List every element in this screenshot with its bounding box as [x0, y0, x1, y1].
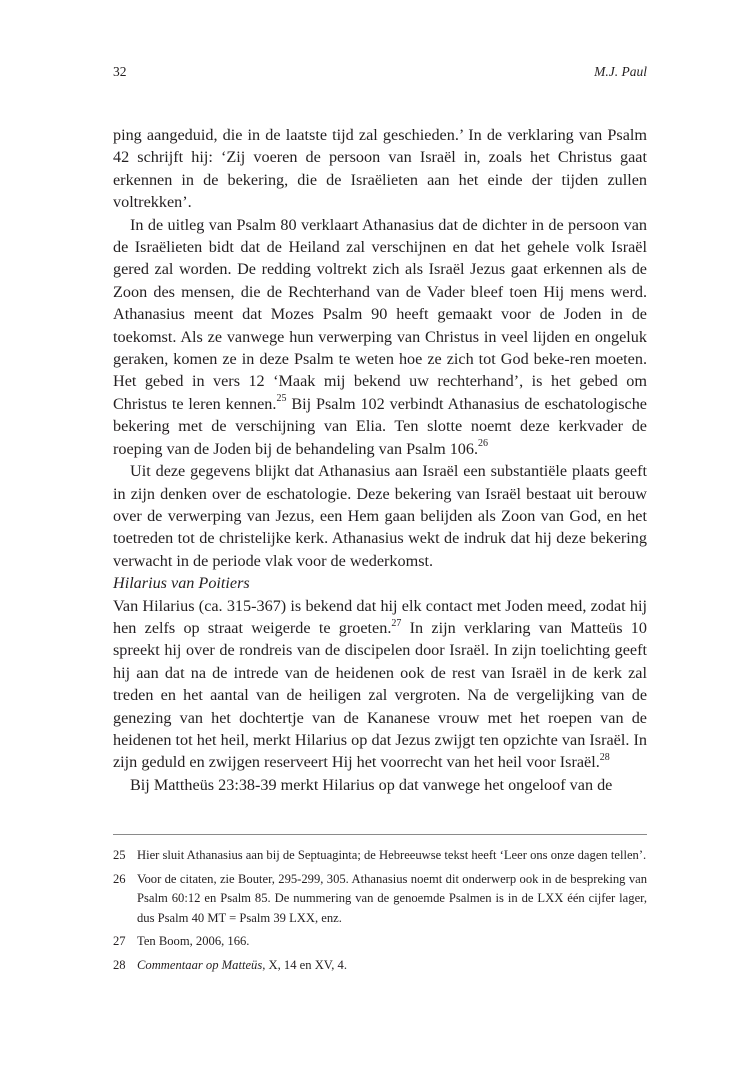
paragraph-text: ping aangeduid, die in de laatste tijd zal geschieden.’ In de verklaring van Psalm 42 schrijft hij: ‘Zij voeren de persoon van Israël in, zoals het Christus gaat erkennen in de bekering, die de Israëlieten aan het einde der tijden zullen voltrekken’. — [113, 126, 647, 212]
paragraph-text: In de uitleg van Psalm 80 verklaart Athanasius dat de dichter in de persoon van de Israëlieten bidt dat de Heiland zal verschijnen en dat het gehele volk Israël gered zal worden. De redding voltrekt zich als Israël Jezus gaat erkennen als de Zoon des mensen, die de Rechterhand van de Vader bleef toen Hij mens werd. Athanasius meent dat Mozes Psalm 90 heeft gemaakt voor de Joden in de toekomst. Als ze vanwege hun verwerping van Christus in veel lijden en ongeluk geraken, komen ze in deze Psalm te weten hoe ze zich tot God beke-ren moeten. Het gebed in vers 12 ‘Maak mij bekend uw rechterhand’, is het gebed om Christus te leren kennen. — [113, 215, 647, 413]
footnote — [113, 870, 647, 929]
running-head-author: M.J. Paul — [594, 64, 647, 79]
footnote — [113, 846, 647, 866]
section-heading: Hilarius van Poitiers — [113, 574, 250, 593]
footnote-number: 27 — [113, 934, 126, 949]
body-text — [113, 124, 647, 796]
paragraph-text: In zijn verklaring van Matteüs 10 spreekt hij over de rondreis van de discipelen door Israël. In zijn toelichting geeft hij aan dat na de intrede van de heidenen ook de rest van Israël in de kerk zal treden en het aantal van de heiligen zal vergroten. Na de vergelijking van de genezing van het dochtertje van de Kananese vrouw met het roepen van de heidenen tot het heil, merkt Hilarius op dat Jezus zwijgt ten opzichte van Israël. In zijn geduld en zwijgen reserveert Hij het voorrecht van het heil voor Israël. — [113, 618, 647, 772]
footnote-ref[interactable]: 28 — [599, 751, 610, 763]
footnote-divider — [113, 834, 647, 835]
footnote-ref[interactable]: 27 — [391, 617, 402, 629]
running-header — [113, 64, 647, 84]
footnote-text — [137, 956, 647, 976]
page-number: 32 — [113, 64, 127, 79]
paragraph — [113, 214, 647, 460]
footnote — [113, 956, 647, 976]
footnote-text-rest: , X, 14 en XV, 4. — [262, 957, 348, 972]
footnote-ref[interactable]: 25 — [276, 393, 287, 405]
book-page — [113, 0, 647, 1068]
paragraph — [113, 774, 647, 796]
footnote — [113, 932, 647, 952]
footnote-ref[interactable]: 26 — [478, 438, 489, 450]
footnote-text: Hier sluit Athanasius aan bij de Septuaginta; de Hebreeuwse tekst heeft ‘Leer ons onze dagen tellen’. — [137, 848, 647, 862]
paragraph-text: Van Hilarius (ca. 315-367) is bekend dat hij elk contact met Joden meed, zodat hij hen zelfs op straat weigerde te groeten. — [113, 596, 647, 637]
paragraph-text: Bij Psalm 102 verbindt Athanasius de eschatologische bekering met de verschijning van Elia. Ten slotte noemt deze kerkvader de roeping van de Joden bij de behandeling van Psalm 106. — [113, 394, 647, 458]
footnote-number: 25 — [113, 848, 126, 862]
paragraph-text: Bij Mattheüs 23:38-39 merkt Hilarius op dat vanwege het ongeloof van de — [130, 775, 613, 794]
footnotes — [113, 846, 647, 980]
footnote-text: Ten Boom, 2006, 166. — [137, 934, 250, 949]
paragraph-text: Uit deze gegevens blijkt dat Athanasius aan Israël een substantiële plaats geeft in zijn denken over de eschatologie. Deze bekering van Israël bestaat uit berouw over de verwerping van Jezus, een Hem gaan belijden als Zoon van God, en het toetreden tot de christelijke kerk. Athanasius wekt de indruk dat hij deze bekering verwacht in de periode vlak voor de wederkomst. — [113, 462, 647, 570]
paragraph — [113, 595, 647, 774]
footnote-title: Commentaar op Matteüs — [137, 957, 263, 972]
footnote-number: 26 — [113, 871, 126, 886]
paragraph — [113, 460, 647, 572]
footnote-text: Voor de citaten, zie Bouter, 295-299, 305. Athanasius noemt dit onderwerp ook in de bespreking van Psalm 60:12 en Psalm 85. De nummering van de genoemde Psalmen is in de LXX één cijfer lager, dus Psalm 40 MT = Psalm 39 LXX, enz. — [137, 871, 647, 925]
paragraph — [113, 124, 647, 214]
footnote-number: 28 — [113, 957, 126, 972]
